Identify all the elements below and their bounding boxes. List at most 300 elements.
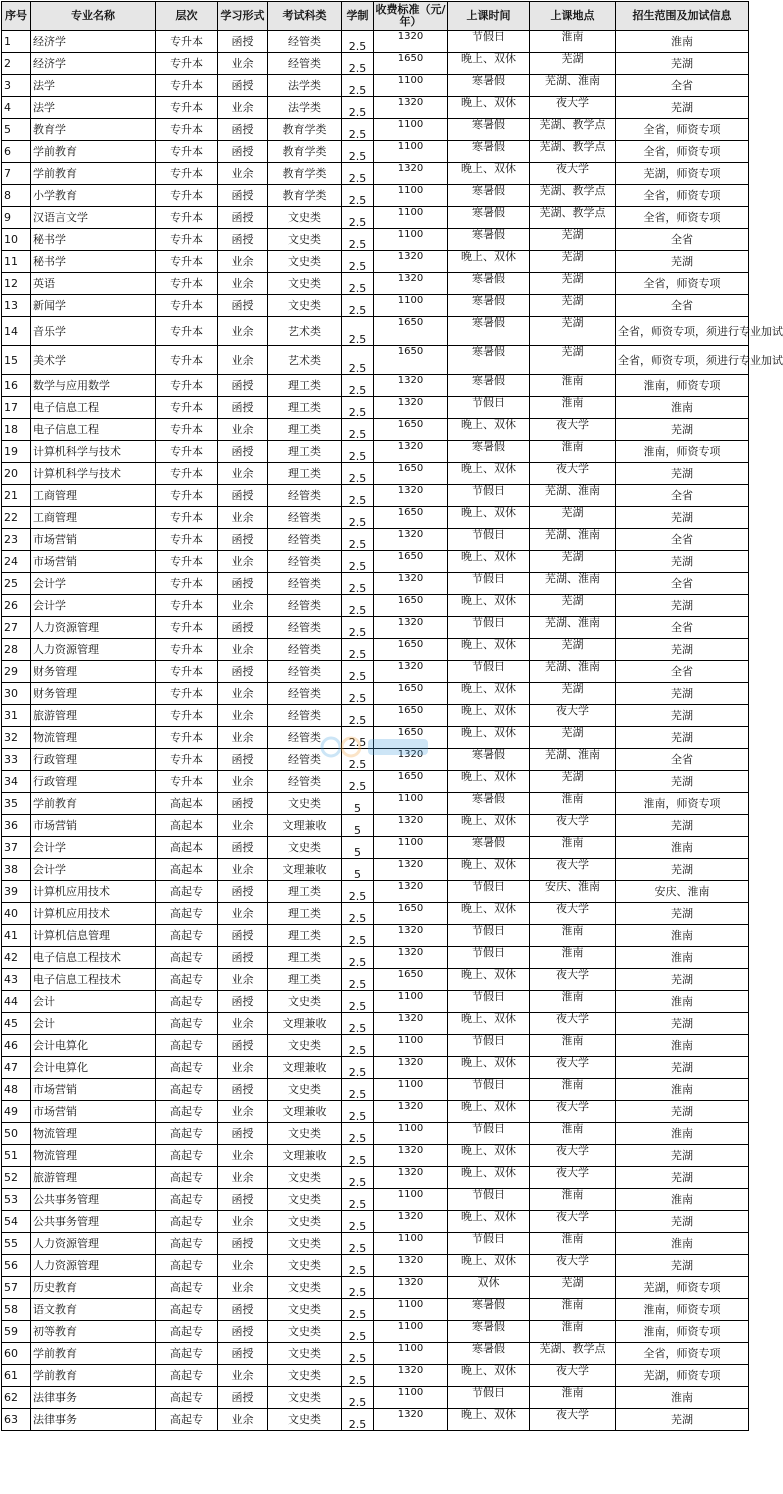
cell-duration: 2.5 [342,551,374,573]
cell-major: 会计 [31,991,156,1013]
cell-fee: 1320 [374,251,448,273]
cell-exam-category: 理工类 [268,903,342,925]
cell-scope: 淮南，师资专项 [616,1321,749,1343]
cell-class-time: 节假日 [448,1123,530,1145]
cell-duration: 2.5 [342,639,374,661]
cell-major: 法律事务 [31,1387,156,1409]
cell-major: 秘书学 [31,229,156,251]
cell-class-location: 芜湖 [530,53,616,75]
cell-study-mode: 业余 [218,551,268,573]
cell-scope: 芜湖 [616,903,749,925]
cell-duration: 2.5 [342,1079,374,1101]
cell-fee: 1320 [374,97,448,119]
cell-fee: 1650 [374,507,448,529]
cell-duration: 2.5 [342,485,374,507]
cell-class-time: 寒暑假 [448,749,530,771]
cell-class-time: 节假日 [448,485,530,507]
cell-exam-category: 文史类 [268,793,342,815]
cell-major: 会计电算化 [31,1035,156,1057]
cell-class-time: 节假日 [448,1387,530,1409]
cell-scope: 全省，师资专项，须进行专业加试 [616,346,749,375]
cell-major: 市场营销 [31,551,156,573]
cell-index: 43 [2,969,31,991]
cell-level: 专升本 [156,163,218,185]
cell-class-time: 寒暑假 [448,793,530,815]
cell-scope: 芜湖 [616,705,749,727]
cell-study-mode: 业余 [218,317,268,346]
cell-duration: 2.5 [342,207,374,229]
table-row [2,881,749,903]
cell-fee: 1100 [374,295,448,317]
cell-class-location: 夜大学 [530,463,616,485]
cell-fee: 1100 [374,837,448,859]
cell-level: 专升本 [156,346,218,375]
cell-level: 高起专 [156,1255,218,1277]
table-row [2,1277,749,1299]
cell-index: 60 [2,1343,31,1365]
cell-study-mode: 业余 [218,683,268,705]
cell-exam-category: 文理兼收 [268,859,342,881]
cell-duration: 2.5 [342,1057,374,1079]
cell-class-location: 夜大学 [530,705,616,727]
cell-scope: 芜湖 [616,1409,749,1431]
cell-class-location: 芜湖 [530,251,616,273]
cell-exam-category: 文史类 [268,207,342,229]
cell-level: 高起专 [156,1277,218,1299]
cell-study-mode: 函授 [218,617,268,639]
cell-class-time: 寒暑假 [448,375,530,397]
cell-fee: 1100 [374,793,448,815]
cell-study-mode: 业余 [218,163,268,185]
cell-exam-category: 经管类 [268,749,342,771]
cell-class-time: 寒暑假 [448,837,530,859]
cell-fee: 1650 [374,551,448,573]
cell-exam-category: 理工类 [268,441,342,463]
cell-index: 8 [2,185,31,207]
cell-study-mode: 函授 [218,31,268,53]
cell-major: 语文教育 [31,1299,156,1321]
table-row [2,1101,749,1123]
cell-scope: 芜湖 [616,53,749,75]
table-row [2,617,749,639]
cell-major: 行政管理 [31,749,156,771]
table-row [2,969,749,991]
cell-exam-category: 文理兼收 [268,1145,342,1167]
cell-scope: 淮南，师资专项 [616,441,749,463]
cell-class-location: 淮南 [530,1233,616,1255]
cell-class-time: 晚上、双休 [448,1057,530,1079]
cell-exam-category: 教育学类 [268,141,342,163]
cell-level: 专升本 [156,251,218,273]
cell-class-time: 寒暑假 [448,119,530,141]
cell-class-location: 淮南 [530,793,616,815]
cell-index: 21 [2,485,31,507]
table-row [2,207,749,229]
cell-fee: 1100 [374,1321,448,1343]
cell-exam-category: 法学类 [268,97,342,119]
cell-duration: 2.5 [342,346,374,375]
cell-level: 高起专 [156,1233,218,1255]
cell-exam-category: 文史类 [268,1233,342,1255]
cell-class-time: 寒暑假 [448,346,530,375]
cell-scope: 芜湖 [616,727,749,749]
cell-major: 市场营销 [31,1079,156,1101]
cell-study-mode: 业余 [218,273,268,295]
cell-study-mode: 业余 [218,1145,268,1167]
cell-duration: 2.5 [342,1255,374,1277]
cell-index: 9 [2,207,31,229]
cell-exam-category: 文史类 [268,1343,342,1365]
table-row [2,75,749,97]
cell-duration: 2.5 [342,529,374,551]
cell-index: 31 [2,705,31,727]
table-row [2,683,749,705]
cell-exam-category: 理工类 [268,969,342,991]
cell-class-time: 晚上、双休 [448,1211,530,1233]
cell-index: 40 [2,903,31,925]
cell-exam-category: 文史类 [268,1255,342,1277]
cell-scope: 淮南 [616,947,749,969]
cell-level: 高起本 [156,815,218,837]
cell-class-location: 淮南 [530,1123,616,1145]
cell-duration: 2.5 [342,727,374,749]
cell-level: 专升本 [156,317,218,346]
cell-duration: 2.5 [342,1409,374,1431]
cell-class-time: 节假日 [448,947,530,969]
cell-class-location: 芜湖、教学点 [530,207,616,229]
cell-study-mode: 函授 [218,661,268,683]
cell-fee: 1320 [374,1409,448,1431]
cell-scope: 芜湖 [616,1101,749,1123]
cell-class-location: 夜大学 [530,1057,616,1079]
cell-class-location: 芜湖、淮南 [530,485,616,507]
cell-study-mode: 业余 [218,1409,268,1431]
cell-class-time: 寒暑假 [448,1321,530,1343]
table-row [2,1013,749,1035]
cell-class-time: 晚上、双休 [448,163,530,185]
cell-index: 59 [2,1321,31,1343]
cell-major: 旅游管理 [31,705,156,727]
cell-scope: 全省 [616,529,749,551]
cell-scope: 芜湖 [616,859,749,881]
cell-study-mode: 业余 [218,53,268,75]
cell-exam-category: 经管类 [268,617,342,639]
cell-major: 法学 [31,75,156,97]
cell-level: 专升本 [156,229,218,251]
table-row [2,1123,749,1145]
table-row [2,551,749,573]
header-fee: 收费标准（元/年） [374,2,448,31]
cell-duration: 2.5 [342,273,374,295]
cell-index: 45 [2,1013,31,1035]
cell-class-location: 淮南 [530,397,616,419]
cell-index: 25 [2,573,31,595]
table-row [2,1233,749,1255]
cell-class-location: 芜湖、教学点 [530,141,616,163]
cell-class-location: 芜湖、淮南 [530,573,616,595]
cell-study-mode: 业余 [218,969,268,991]
cell-scope: 芜湖 [616,251,749,273]
cell-class-location: 夜大学 [530,163,616,185]
cell-major: 英语 [31,273,156,295]
cell-fee: 1320 [374,1167,448,1189]
cell-class-time: 晚上、双休 [448,1365,530,1387]
cell-level: 高起专 [156,1409,218,1431]
cell-major: 学前教育 [31,1365,156,1387]
cell-study-mode: 业余 [218,1167,268,1189]
cell-exam-category: 文史类 [268,1409,342,1431]
cell-index: 32 [2,727,31,749]
cell-duration: 2.5 [342,661,374,683]
cell-exam-category: 文史类 [268,1211,342,1233]
cell-major: 会计学 [31,573,156,595]
cell-exam-category: 文理兼收 [268,1057,342,1079]
cell-scope: 芜湖 [616,815,749,837]
cell-scope: 安庆、淮南 [616,881,749,903]
cell-study-mode: 业余 [218,251,268,273]
cell-major: 音乐学 [31,317,156,346]
cell-level: 专升本 [156,507,218,529]
cell-level: 专升本 [156,119,218,141]
cell-class-time: 晚上、双休 [448,251,530,273]
cell-index: 38 [2,859,31,881]
cell-duration: 2.5 [342,881,374,903]
cell-fee: 1320 [374,1255,448,1277]
cell-index: 7 [2,163,31,185]
cell-fee: 1320 [374,617,448,639]
cell-level: 专升本 [156,749,218,771]
cell-scope: 全省，师资专项 [616,119,749,141]
cell-study-mode: 函授 [218,295,268,317]
cell-exam-category: 文史类 [268,1277,342,1299]
cell-duration: 2.5 [342,463,374,485]
cell-scope: 芜湖，师资专项 [616,163,749,185]
cell-study-mode: 业余 [218,859,268,881]
table-row [2,1299,749,1321]
cell-level: 高起专 [156,1299,218,1321]
cell-study-mode: 函授 [218,573,268,595]
cell-duration: 2.5 [342,771,374,793]
cell-class-time: 晚上、双休 [448,859,530,881]
cell-class-time: 晚上、双休 [448,1167,530,1189]
cell-exam-category: 理工类 [268,881,342,903]
cell-exam-category: 理工类 [268,397,342,419]
cell-level: 高起专 [156,925,218,947]
cell-fee: 1650 [374,705,448,727]
cell-fee: 1100 [374,141,448,163]
cell-class-time: 节假日 [448,31,530,53]
cell-study-mode: 业余 [218,815,268,837]
cell-class-location: 芜湖 [530,595,616,617]
cell-level: 专升本 [156,375,218,397]
cell-index: 1 [2,31,31,53]
cell-major: 物流管理 [31,727,156,749]
cell-level: 专升本 [156,75,218,97]
cell-scope: 全省 [616,295,749,317]
cell-major: 数学与应用数学 [31,375,156,397]
cell-fee: 1320 [374,485,448,507]
cell-fee: 1100 [374,991,448,1013]
cell-major: 旅游管理 [31,1167,156,1189]
cell-fee: 1320 [374,529,448,551]
cell-level: 专升本 [156,53,218,75]
table-row [2,346,749,375]
cell-class-location: 芜湖 [530,727,616,749]
cell-level: 高起专 [156,1167,218,1189]
cell-study-mode: 函授 [218,1233,268,1255]
cell-study-mode: 函授 [218,793,268,815]
cell-exam-category: 文史类 [268,991,342,1013]
cell-duration: 2.5 [342,1211,374,1233]
cell-fee: 1650 [374,346,448,375]
cell-class-location: 芜湖 [530,639,616,661]
cell-major: 计算机科学与技术 [31,441,156,463]
cell-class-location: 淮南 [530,1079,616,1101]
cell-duration: 2.5 [342,683,374,705]
cell-duration: 5 [342,793,374,815]
cell-class-time: 节假日 [448,925,530,947]
table-row [2,1409,749,1431]
cell-study-mode: 函授 [218,1035,268,1057]
cell-index: 53 [2,1189,31,1211]
cell-scope: 淮南 [616,1035,749,1057]
cell-exam-category: 艺术类 [268,346,342,375]
cell-major: 学前教育 [31,141,156,163]
cell-class-time: 节假日 [448,1079,530,1101]
cell-major: 法律事务 [31,1409,156,1431]
cell-exam-category: 经管类 [268,683,342,705]
cell-fee: 1320 [374,1277,448,1299]
cell-class-time: 晚上、双休 [448,771,530,793]
cell-study-mode: 函授 [218,485,268,507]
cell-level: 专升本 [156,141,218,163]
cell-class-location: 芜湖 [530,229,616,251]
cell-exam-category: 文理兼收 [268,815,342,837]
cell-study-mode: 业余 [218,1013,268,1035]
cell-class-location: 淮南 [530,31,616,53]
cell-scope: 全省 [616,573,749,595]
header-class-time: 上课时间 [448,2,530,31]
cell-index: 12 [2,273,31,295]
cell-fee: 1320 [374,947,448,969]
table-row [2,273,749,295]
cell-class-time: 节假日 [448,1233,530,1255]
cell-scope: 芜湖 [616,771,749,793]
cell-fee: 1320 [374,1057,448,1079]
cell-study-mode: 业余 [218,1211,268,1233]
table-row [2,97,749,119]
table-row [2,1321,749,1343]
cell-class-location: 夜大学 [530,1211,616,1233]
cell-study-mode: 函授 [218,1321,268,1343]
cell-level: 高起专 [156,1189,218,1211]
table-row [2,837,749,859]
cell-level: 专升本 [156,397,218,419]
cell-major: 经济学 [31,53,156,75]
cell-fee: 1650 [374,317,448,346]
cell-duration: 2.5 [342,903,374,925]
cell-study-mode: 函授 [218,749,268,771]
table-row [2,1189,749,1211]
table-row [2,295,749,317]
cell-study-mode: 业余 [218,346,268,375]
cell-major: 财务管理 [31,683,156,705]
cell-class-location: 芜湖 [530,771,616,793]
table-row [2,529,749,551]
cell-class-location: 夜大学 [530,1167,616,1189]
cell-scope: 全省，师资专项 [616,207,749,229]
cell-fee: 1100 [374,229,448,251]
table-row [2,1343,749,1365]
cell-study-mode: 函授 [218,529,268,551]
cell-class-location: 淮南 [530,925,616,947]
cell-scope: 淮南 [616,397,749,419]
cell-level: 高起专 [156,1013,218,1035]
cell-exam-category: 文史类 [268,1299,342,1321]
cell-fee: 1100 [374,185,448,207]
cell-scope: 淮南 [616,1079,749,1101]
cell-scope: 芜湖 [616,1167,749,1189]
cell-duration: 5 [342,859,374,881]
cell-major: 小学教育 [31,185,156,207]
cell-index: 29 [2,661,31,683]
cell-major: 工商管理 [31,507,156,529]
cell-level: 高起专 [156,1057,218,1079]
cell-fee: 1320 [374,1013,448,1035]
cell-study-mode: 函授 [218,185,268,207]
cell-level: 专升本 [156,727,218,749]
cell-index: 3 [2,75,31,97]
cell-duration: 2.5 [342,749,374,771]
table-row [2,53,749,75]
cell-fee: 1100 [374,1233,448,1255]
cell-study-mode: 业余 [218,1277,268,1299]
cell-major: 市场营销 [31,815,156,837]
cell-fee: 1320 [374,661,448,683]
cell-index: 14 [2,317,31,346]
cell-fee: 1100 [374,1035,448,1057]
cell-index: 48 [2,1079,31,1101]
cell-class-time: 晚上、双休 [448,1013,530,1035]
cell-class-time: 寒暑假 [448,207,530,229]
cell-exam-category: 理工类 [268,463,342,485]
cell-study-mode: 业余 [218,507,268,529]
table-row [2,1387,749,1409]
cell-study-mode: 业余 [218,705,268,727]
cell-duration: 2.5 [342,251,374,273]
cell-level: 专升本 [156,485,218,507]
table-header-row [2,2,749,31]
cell-major: 电子信息工程 [31,397,156,419]
cell-index: 16 [2,375,31,397]
cell-major: 电子信息工程 [31,419,156,441]
cell-index: 50 [2,1123,31,1145]
cell-class-location: 夜大学 [530,1255,616,1277]
cell-fee: 1100 [374,207,448,229]
cell-class-location: 淮南 [530,1035,616,1057]
cell-scope: 芜湖，师资专项 [616,1365,749,1387]
table-row [2,793,749,815]
cell-index: 39 [2,881,31,903]
cell-scope: 芜湖 [616,551,749,573]
cell-class-location: 淮南 [530,837,616,859]
cell-study-mode: 函授 [218,1343,268,1365]
cell-major: 物流管理 [31,1145,156,1167]
cell-duration: 2.5 [342,595,374,617]
cell-scope: 芜湖 [616,507,749,529]
cell-exam-category: 教育学类 [268,163,342,185]
cell-class-time: 节假日 [448,617,530,639]
